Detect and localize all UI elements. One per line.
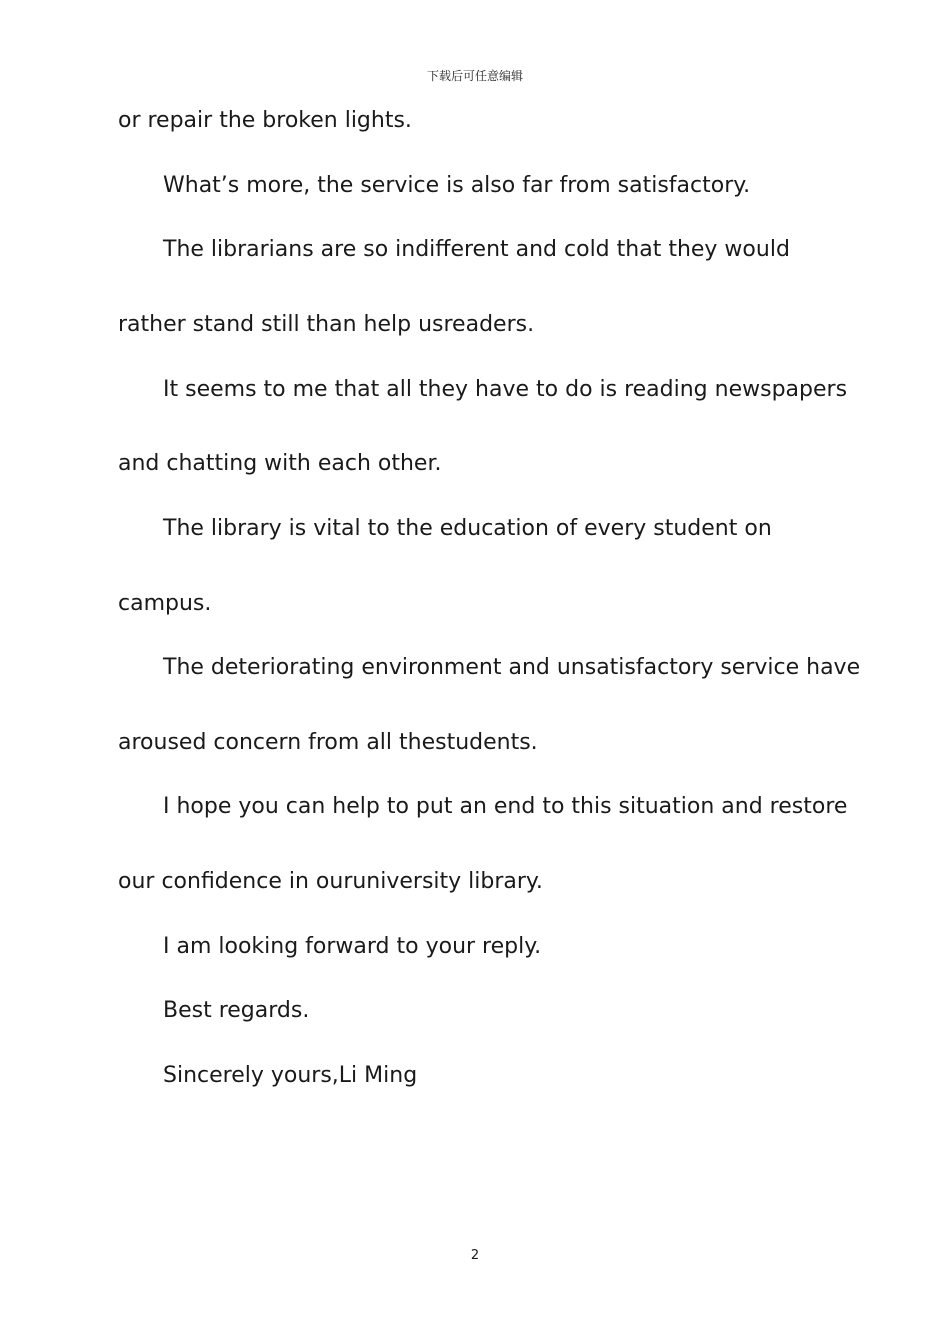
body-line: rather stand still than help usreaders. — [118, 312, 535, 337]
body-line: aroused concern from all thestudents. — [118, 730, 538, 755]
body-line: our confidence in ouruniversity library. — [118, 869, 543, 894]
body-line: It seems to me that all they have to do is reading newspapers — [163, 377, 848, 402]
body-line: The librarians are so indifferent and cold that they would — [163, 237, 790, 262]
body-line: What’s more, the service is also far from satisfactory. — [163, 173, 751, 198]
body-line: and chatting with each other. — [118, 451, 442, 476]
body-line: The library is vital to the education of every student on — [163, 516, 772, 541]
page-number: 2 — [470, 1248, 480, 1263]
body-line: I hope you can help to put an end to this situation and restore — [163, 794, 848, 819]
signature-line: Sincerely yours,Li Ming — [163, 1063, 418, 1088]
body-line: campus. — [118, 591, 212, 616]
body-line: The deteriorating environment and unsatisfactory service have — [163, 655, 861, 680]
body-line: or repair the broken lights. — [118, 108, 412, 133]
page-header: 下载后可任意编辑 — [426, 69, 523, 83]
body-line: I am looking forward to your reply. — [163, 934, 542, 959]
body-line: Best regards. — [163, 998, 310, 1023]
